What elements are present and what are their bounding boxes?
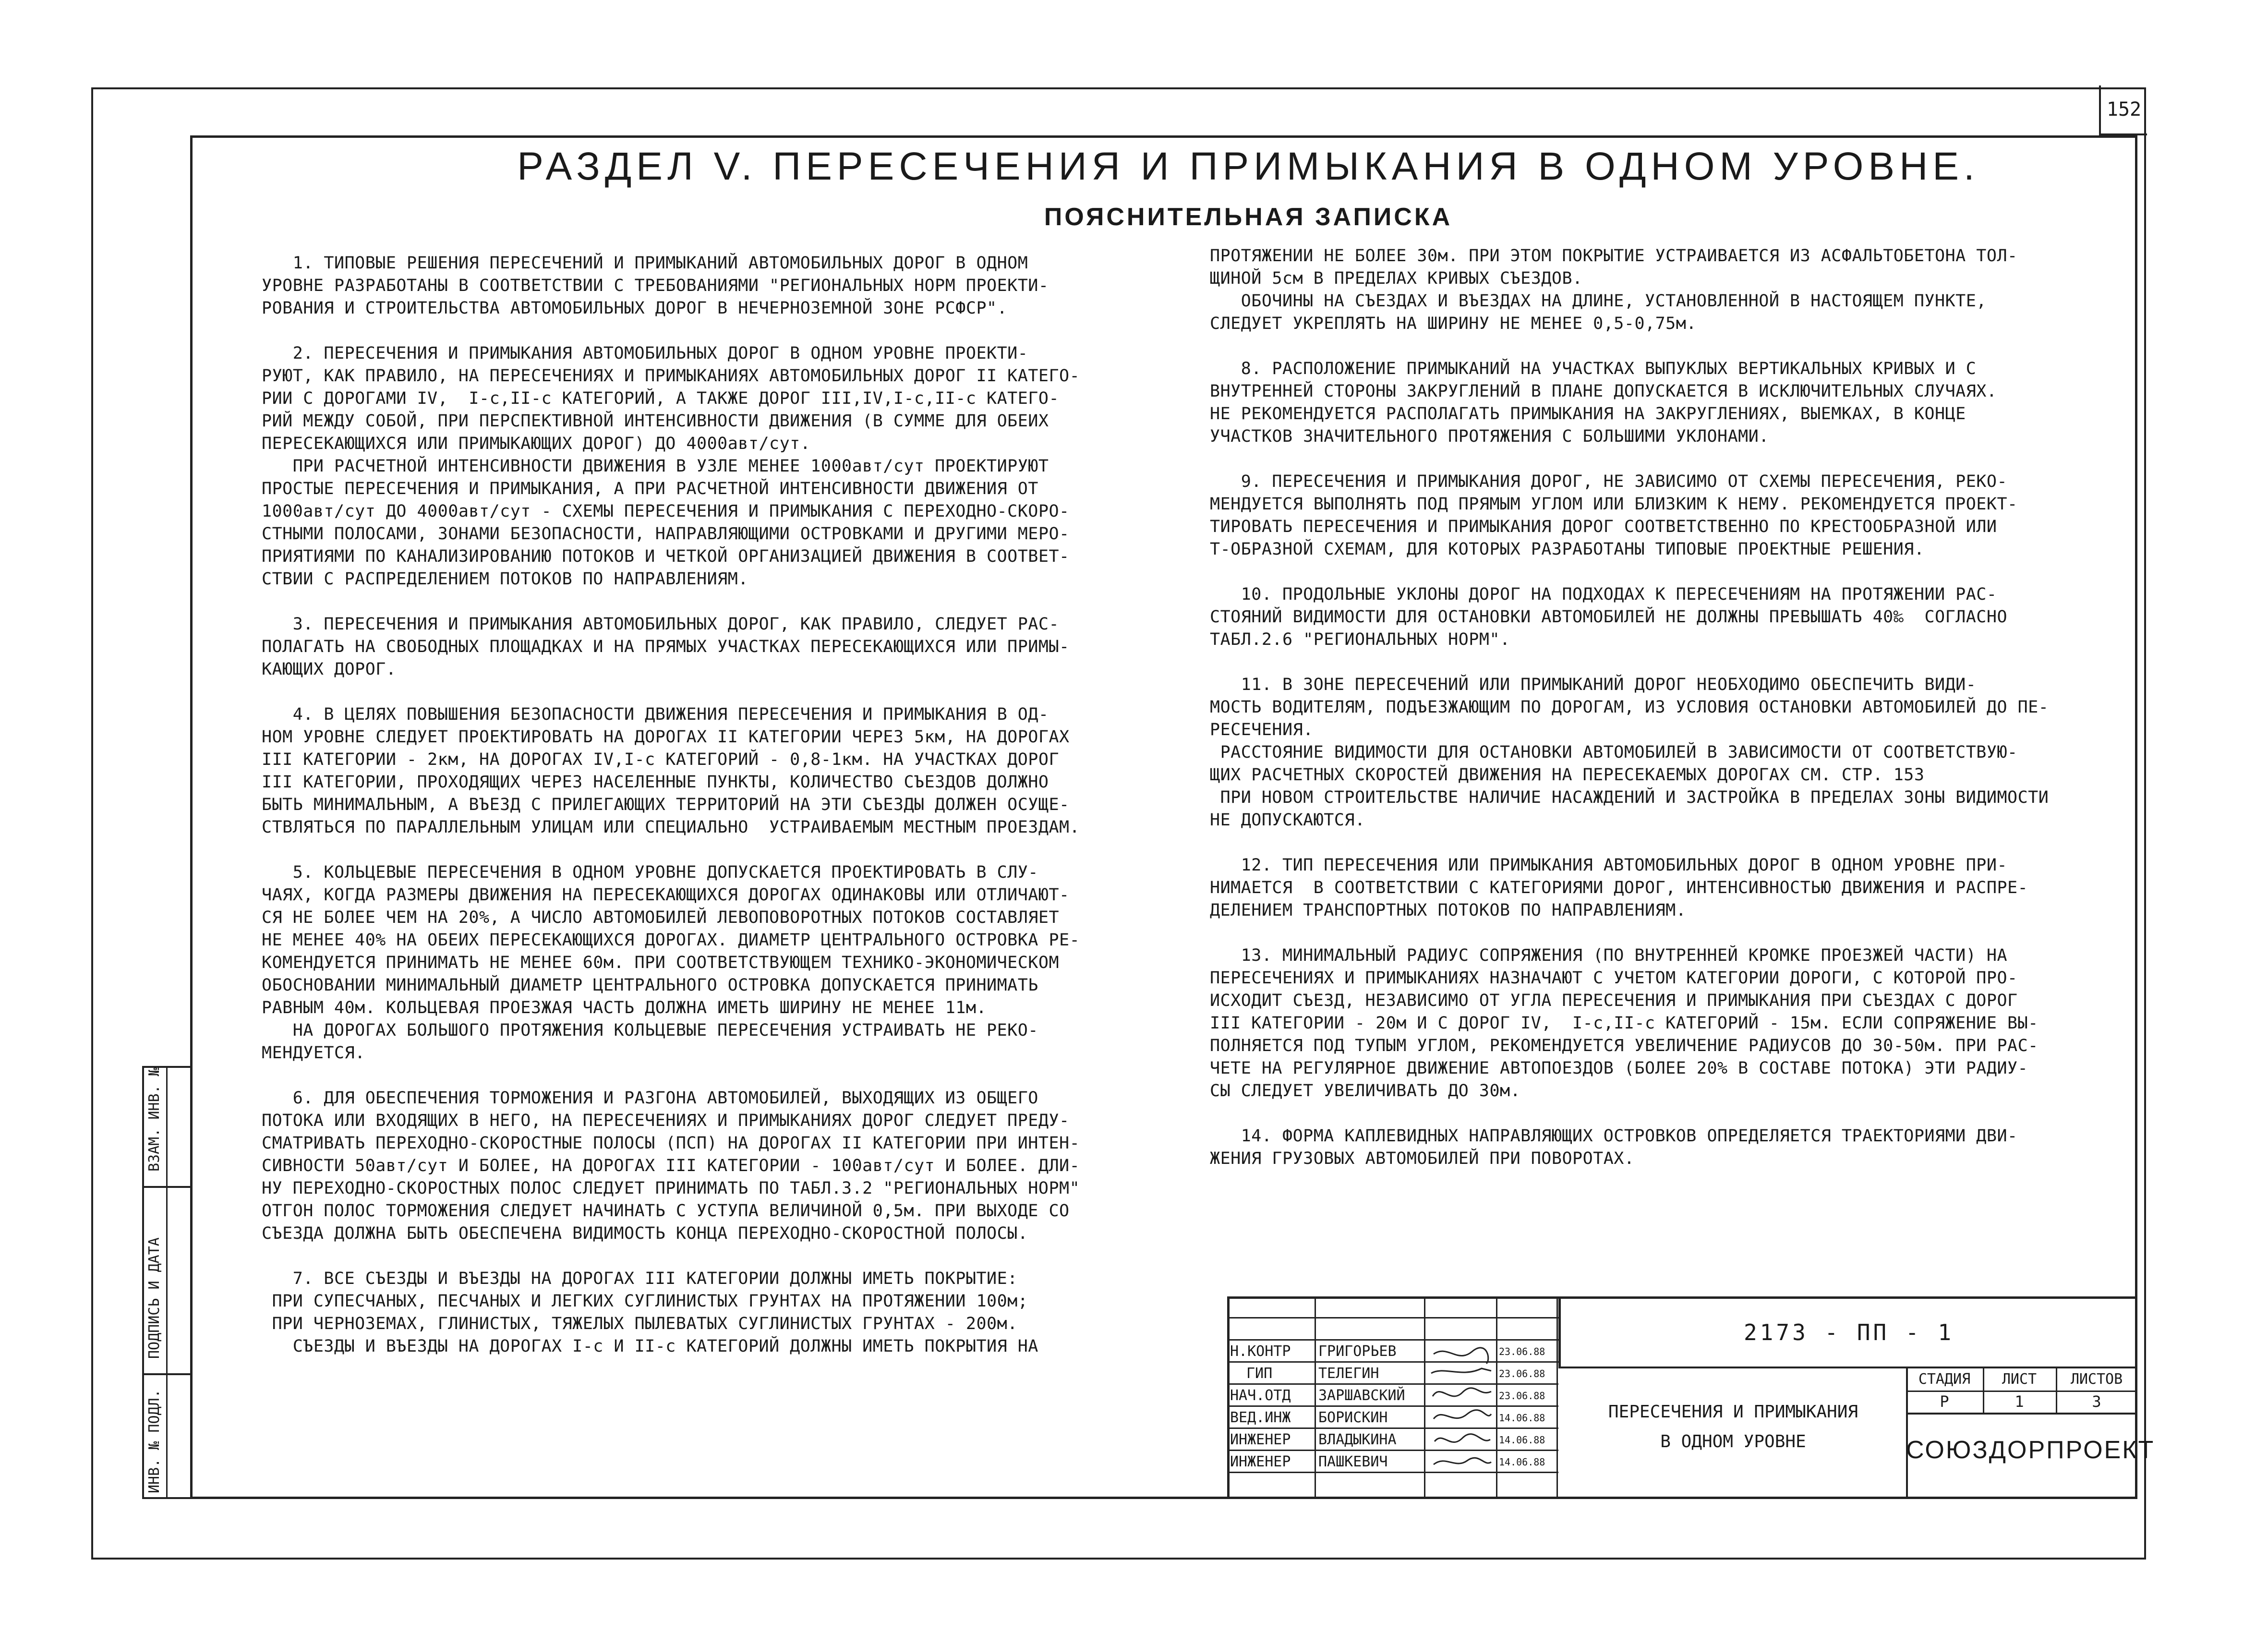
- paragraph: [262, 1087, 1155, 1245]
- paragraph: [1210, 674, 2108, 832]
- text-line: 1. ТИПОВЫЕ РЕШЕНИЯ ПЕРЕСЕЧЕНИЙ И ПРИМЫКАНИЙ АВТОМОБИЛЬНЫХ ДОРОГ В ОДНОМ: [262, 254, 1028, 273]
- text-line: 14. ФОРМА КАПЛЕВИДНЫХ НАПРАВЛЯЮЩИХ ОСТРОВКОВ ОПРЕДЕЛЯЕТСЯ ТРАЕКТОРИЯМИ ДВИ-: [1210, 1126, 2018, 1146]
- text-line: ЧЕТЕ НА РЕГУЛЯРНОЕ ДВИЖЕНИЕ АВТОПОЕЗДОВ (БОЛЕЕ 20% В СОСТАВЕ ПОТОКА) ЭТИ РАДИУ-: [1210, 1059, 2028, 1078]
- paragraph: [1210, 583, 2108, 651]
- text-line: ПРИ ЧЕРНОЗЕМАХ, ГЛИНИСТЫХ, ТЯЖЕЛЫХ ПЫЛЕВАТЫХ СУГЛИНИСТЫХ ГРУНТАХ - 200м.: [262, 1314, 1018, 1333]
- text-line: ЧАЯХ, КОГДА РАЗМЕРЫ ДВИЖЕНИЯ НА ПЕРЕСЕКАЮЩИХСЯ ДОРОГАХ ОДИНАКОВЫ ИЛИ ОТЛИЧАЮТ-: [262, 885, 1070, 905]
- text-line: Т-ОБРАЗНОЙ СХЕМАМ, ДЛЯ КОТОРЫХ РАЗРАБОТАНЫ ТИПОВЫЕ ПРОЕКТНЫЕ РЕШЕНИЯ.: [1210, 540, 1925, 559]
- text-line: ЩИХ РАСЧЕТНЫХ СКОРОСТЕЙ ДВИЖЕНИЯ НА ПЕРЕСЕКАЕМЫХ ДОРОГАХ СМ. СТР. 153: [1210, 765, 1925, 785]
- document-code: 2173 - ПП - 1: [1743, 1319, 1954, 1345]
- text-line: НОМ УРОВНЕ СЛЕДУЕТ ПРОЕКТИРОВАТЬ НА ДОРОГАХ II КАТЕГОРИИ ЧЕРЕЗ 5км, НА ДОРОГАХ: [262, 727, 1070, 747]
- signature-row-blank: [1227, 1296, 1558, 1318]
- text-line: ВНУТРЕННЕЙ СТОРОНЫ ЗАКРУГЛЕНИЙ В ПЛАНЕ ДОПУСКАЕТСЯ В ИСКЛЮЧИТЕЛЬНЫХ СЛУЧАЯХ.: [1210, 382, 1997, 401]
- text-line: МЕНДУЕТСЯ ВЫПОЛНЯТЬ ПОД ПРЯМЫМ УГЛОМ ИЛИ БЛИЗКИМ К НЕМУ. РЕКОМЕНДУЕТСЯ ПРОЕКТ-: [1210, 495, 2018, 514]
- role-cell: ГИП: [1246, 1365, 1273, 1382]
- section-title: РАЗДЕЛ V. ПЕРЕСЕЧЕНИЯ И ПРИМЫКАНИЯ В ОДНОМ УРОВНЕ.: [517, 145, 1979, 188]
- signature-scribbles: [1429, 1325, 1496, 1479]
- paragraph: [262, 613, 1155, 681]
- text-line: 1000авт/сут ДО 4000авт/сут - СХЕМЫ ПЕРЕСЕЧЕНИЯ И ПРИМЫКАНИЯ С ПЕРЕХОДНО-СКОРО-: [262, 502, 1070, 521]
- text-line: ЖЕНИЯ ГРУЗОВЫХ АВТОМОБИЛЕЙ ПРИ ПОВОРОТАХ.: [1210, 1149, 1635, 1168]
- text-line: ПОЛНЯЕТСЯ ПОД ТУПЫМ УГЛОМ, РЕКОМЕНДУЕТСЯ УВЕЛИЧЕНИЕ РАДИУСОВ ДО 30-50м. ПРИ РАС-: [1210, 1036, 2039, 1055]
- date-cell: 23.06.88: [1499, 1346, 1545, 1357]
- text-line: III КАТЕГОРИИ - 2км, НА ДОРОГАХ IV,I-с КАТЕГОРИЙ - 0,8-1км. НА УЧАСТКАХ ДОРОГ: [262, 750, 1060, 769]
- text-line: СТВЛЯТЬСЯ ПО ПАРАЛЛЕЛЬНЫМ УЛИЦАМ ИЛИ СПЕЦИАЛЬНО УСТРАИВАЕМЫМ МЕСТНЫМ ПРОЕЗДАМ.: [262, 818, 1080, 837]
- sheet-label: ЛИСТ: [2002, 1371, 2037, 1388]
- text-line: МОСТЬ ВОДИТЕЛЯМ, ПОДЪЕЗЖАЮЩИМ ПО ДОРОГАМ, ИЗ УСЛОВИЯ ОСТАНОВКИ АВТОМОБИЛЕЙ ДО ПЕ-: [1210, 698, 2049, 717]
- left-text-column: [262, 252, 1155, 1358]
- text-line: УРОВНЕ РАЗРАБОТАНЫ В СООТВЕТСТВИИ С ТРЕБОВАНИЯМИ "РЕГИОНАЛЬНЫХ НОРМ ПРОЕКТИ-: [262, 276, 1049, 295]
- text-line: СИВНОСТИ 50авт/сут И БОЛЕЕ, НА ДОРОГАХ III КАТЕГОРИИ - 100авт/сут И БОЛЕЕ. ДЛИ-: [262, 1156, 1080, 1175]
- text-line: 2. ПЕРЕСЕЧЕНИЯ И ПРИМЫКАНИЯ АВТОМОБИЛЬНЫХ ДОРОГ В ОДНОМ УРОВНЕ ПРОЕКТИ-: [262, 344, 1028, 363]
- date-cell: 23.06.88: [1499, 1368, 1545, 1379]
- paragraph: [1210, 1125, 2108, 1170]
- paragraph: [262, 1268, 1155, 1358]
- text-line: 13. МИНИМАЛЬНЫЙ РАДИУС СОПРЯЖЕНИЯ (ПО ВНУТРЕННЕЙ КРОМКЕ ПРОЕЗЖЕЙ ЧАСТИ) НА: [1210, 946, 2008, 965]
- name-cell: ТЕЛЕГИН: [1318, 1365, 1379, 1382]
- document-name-line: ПЕРЕСЕЧЕНИЯ И ПРИМЫКАНИЯ: [1608, 1402, 1858, 1422]
- text-line: ТАБЛ.2.6 "РЕГИОНАЛЬНЫХ НОРМ".: [1210, 630, 1510, 649]
- binding-label-inventory: ИНВ. № ПОДЛ.: [146, 1389, 163, 1493]
- text-line: 10. ПРОДОЛЬНЫЕ УКЛОНЫ ДОРОГ НА ПОДХОДАХ К ПЕРЕСЕЧЕНИЯМ НА ПРОТЯЖЕНИИ РАС-: [1210, 585, 1997, 604]
- text-line: 9. ПЕРЕСЕЧЕНИЯ И ПРИМЫКАНИЯ ДОРОГ, НЕ ЗАВИСИМО ОТ СХЕМЫ ПЕРЕСЕЧЕНИЯ, РЕКО-: [1210, 472, 2008, 491]
- name-cell: ГРИГОРЬЕВ: [1318, 1343, 1397, 1360]
- binding-label-replacement: ВЗАМ. ИНВ. №: [146, 1067, 163, 1172]
- sheets-value: 3: [2092, 1392, 2101, 1411]
- role-cell: НАЧ.ОТД: [1230, 1387, 1291, 1404]
- text-line: РЕСЕЧЕНИЯ.: [1210, 720, 1314, 739]
- stage-value: Р: [1940, 1392, 1949, 1411]
- text-line: МЕНДУЕТСЯ.: [262, 1043, 365, 1063]
- text-line: СЯ НЕ БОЛЕЕ ЧЕМ НА 20%, А ЧИСЛО АВТОМОБИЛЕЙ ЛЕВОПОВОРОТНЫХ ПОТОКОВ СОСТАВЛЯЕТ: [262, 908, 1060, 927]
- text-line: ТИРОВАТЬ ПЕРЕСЕЧЕНИЯ И ПРИМЫКАНИЯ ДОРОГ СООТВЕТСТВЕННО ПО КРЕСТООБРАЗНОЙ ИЛИ: [1210, 517, 1997, 536]
- paragraph: [1210, 471, 2108, 561]
- paragraph: [1210, 854, 2108, 922]
- text-line: 5. КОЛЬЦЕВЫЕ ПЕРЕСЕЧЕНИЯ В ОДНОМ УРОВНЕ ДОПУСКАЕТСЯ ПРОЕКТИРОВАТЬ В СЛУ-: [262, 863, 1038, 882]
- binding-column-line: [166, 1066, 168, 1499]
- signature-row-blank: [1227, 1318, 1558, 1341]
- name-cell: ЗАРШАВСКИЙ: [1318, 1387, 1405, 1404]
- paragraph: [1210, 358, 2108, 448]
- outer-border-top: [91, 87, 2146, 89]
- text-line: 12. ТИП ПЕРЕСЕЧЕНИЯ ИЛИ ПРИМЫКАНИЯ АВТОМОБИЛЬНЫХ ДОРОГ В ОДНОМ УРОВНЕ ПРИ-: [1210, 856, 2008, 875]
- text-line: НЕ РЕКОМЕНДУЕТСЯ РАСПОЛАГАТЬ ПРИМЫКАНИЯ НА ЗАКРУГЛЕНИЯХ, ВЫЕМКАХ, В КОНЦЕ: [1210, 404, 1966, 423]
- text-line: РАССТОЯНИЕ ВИДИМОСТИ ДЛЯ ОСТАНОВКИ АВТОМОБИЛЕЙ В ЗАВИСИМОСТИ ОТ СООТВЕТСТВУЮ-: [1210, 743, 2018, 762]
- text-line: 8. РАСПОЛОЖЕНИЕ ПРИМЫКАНИЙ НА УЧАСТКАХ ВЫПУКЛЫХ ВЕРТИКАЛЬНЫХ КРИВЫХ И С: [1210, 359, 1977, 378]
- text-line: ПЕРЕСЕКАЮЩИХСЯ ИЛИ ПРИМЫКАЮЩИХ ДОРОГ) ДО 4000авт/сут.: [262, 434, 811, 453]
- text-line: СМАТРИВАТЬ ПЕРЕХОДНО-СКОРОСТНЫЕ ПОЛОСЫ (ПСП) НА ДОРОГАХ II КАТЕГОРИИ ПРИ ИНТЕН-: [262, 1134, 1080, 1153]
- role-cell: ВЕД.ИНЖ: [1230, 1409, 1291, 1426]
- text-line: ОБОЧИНЫ НА СЪЕЗДАХ И ВЪЕЗДАХ НА ДЛИНЕ, УСТАНОВЛЕННОЙ В НАСТОЯЩЕМ ПУНКТЕ,: [1210, 291, 1987, 311]
- paragraph: [262, 252, 1155, 320]
- name-cell: БОРИСКИН: [1318, 1409, 1388, 1426]
- text-line: РИЙ МЕЖДУ СОБОЙ, ПРИ ПЕРСПЕКТИВНОЙ ИНТЕНСИВНОСТИ ДВИЖЕНИЯ (В СУММЕ ДЛЯ ОБЕИХ: [262, 411, 1049, 431]
- binding-label-signature: ПОДПИСЬ И ДАТА: [146, 1237, 163, 1359]
- paragraph: [262, 342, 1155, 591]
- page-number: 152: [2099, 85, 2147, 135]
- text-line: СТОЯНИЙ ВИДИМОСТИ ДЛЯ ОСТАНОВКИ АВТОМОБИЛЕЙ НЕ ДОЛЖНЫ ПРЕВЫШАТЬ 40‰ СОГЛАСНО: [1210, 607, 2008, 627]
- text-line: 4. В ЦЕЛЯХ ПОВЫШЕНИЯ БЕЗОПАСНОСТИ ДВИЖЕНИЯ ПЕРЕСЕЧЕНИЯ И ПРИМЫКАНИЯ В ОД-: [262, 705, 1049, 724]
- text-line: III КАТЕГОРИИ, ПРОХОДЯЩИХ ЧЕРЕЗ НАСЕЛЕННЫЕ ПУНКТЫ, КОЛИЧЕСТВО СЪЕЗДОВ ДОЛЖНО: [262, 773, 1049, 792]
- text-line: 7. ВСЕ СЪЕЗДЫ И ВЪЕЗДЫ НА ДОРОГАХ III КАТЕГОРИИ ДОЛЖНЫ ИМЕТЬ ПОКРЫТИЕ:: [262, 1269, 1018, 1288]
- text-line: ОБОСНОВАНИИ МИНИМАЛЬНЫЙ ДИАМЕТР ЦЕНТРАЛЬНОГО ОСТРОВКА ДОПУСКАЕТСЯ ПРИНИМАТЬ: [262, 976, 1038, 995]
- text-line: НИМАЕТСЯ В СООТВЕТСТВИИ С КАТЕГОРИЯМИ ДОРОГ, ИНТЕНСИВНОСТЬЮ ДВИЖЕНИЯ И РАСПРЕ-: [1210, 878, 2028, 897]
- paragraph: [262, 861, 1155, 1064]
- right-text-column: [1210, 245, 2108, 1170]
- text-line: ПРИ СУПЕСЧАНЫХ, ПЕСЧАНЫХ И ЛЕГКИХ СУГЛИНИСТЫХ ГРУНТАХ НА ПРОТЯЖЕНИИ 100м;: [262, 1292, 1028, 1311]
- text-line: 6. ДЛЯ ОБЕСПЕЧЕНИЯ ТОРМОЖЕНИЯ И РАЗГОНА АВТОМОБИЛЕЙ, ВЫХОДЯЩИХ ИЗ ОБЩЕГО: [262, 1089, 1038, 1108]
- text-line: СТВИИ С РАСПРЕДЕЛЕНИЕМ ПОТОКОВ ПО НАПРАВЛЕНИЯМ.: [262, 569, 748, 589]
- date-cell: 23.06.88: [1499, 1390, 1545, 1402]
- date-cell: 14.06.88: [1499, 1434, 1545, 1446]
- text-line: ПРИ НОВОМ СТРОИТЕЛЬСТВЕ НАЛИЧИЕ НАСАЖДЕНИЙ И ЗАСТРОЙКА В ПРЕДЕЛАХ ЗОНЫ ВИДИМОСТИ: [1210, 788, 2049, 807]
- text-line: ОТГОН ПОЛОС ТОРМОЖЕНИЯ СЛЕДУЕТ НАЧИНАТЬ С УСТУПА ВЕЛИЧИНОЙ 0,5м. ПРИ ВЫХОДЕ СО: [262, 1201, 1070, 1221]
- signature-table: [1227, 1296, 1558, 1499]
- text-line: НЕ ДОПУСКАЮТСЯ.: [1210, 810, 1365, 830]
- text-line: ПОЛАГАТЬ НА СВОБОДНЫХ ПЛОЩАДКАХ И НА ПРЯМЫХ УЧАСТКАХ ПЕРЕСЕКАЮЩИХСЯ ИЛИ ПРИМЫ-: [262, 637, 1070, 656]
- text-line: РАВНЫМ 40м. КОЛЬЦЕВАЯ ПРОЕЗЖАЯ ЧАСТЬ ДОЛЖНА ИМЕТЬ ШИРИНУ НЕ МЕНЕЕ 11м.: [262, 998, 987, 1017]
- text-line: ИСХОДИТ СЪЕЗД, НЕЗАВИСИМО ОТ УГЛА ПЕРЕСЕЧЕНИЯ И ПРИМЫКАНИЯ ПРИ СЪЕЗДАХ С ДОРОГ: [1210, 991, 2018, 1010]
- text-line: ДЕЛЕНИЕМ ТРАНСПОРТНЫХ ПОТОКОВ ПО НАПРАВЛЕНИЯМ.: [1210, 901, 1687, 920]
- sheet-value: 1: [2015, 1392, 2024, 1411]
- date-cell: 14.06.88: [1499, 1412, 1545, 1424]
- text-line: НА ДОРОГАХ БОЛЬШОГО ПРОТЯЖЕНИЯ КОЛЬЦЕВЫЕ ПЕРЕСЕЧЕНИЯ УСТРАИВАТЬ НЕ РЕКО-: [262, 1021, 1038, 1040]
- document-name-line: В ОДНОМ УРОВНЕ: [1660, 1432, 1806, 1451]
- text-line: СЫ СЛЕДУЕТ УВЕЛИЧИВАТЬ ДО 30м.: [1210, 1081, 1521, 1101]
- role-cell: Н.КОНТР: [1230, 1343, 1291, 1360]
- text-line: БЫТЬ МИНИМАЛЬНЫМ, А ВЪЕЗД С ПРИЛЕГАЮЩИХ ТЕРРИТОРИЙ НА ЭТИ СЪЕЗДЫ ДОЛЖЕН ОСУЩЕ-: [262, 795, 1070, 814]
- document-name: [1560, 1373, 1906, 1498]
- outer-border-left: [91, 87, 93, 1558]
- text-line: РОВАНИЯ И СТРОИТЕЛЬСТВА АВТОМОБИЛЬНЫХ ДОРОГ В НЕЧЕРНОЗЕМНОЙ ЗОНЕ РСФСР".: [262, 299, 1008, 318]
- signature-col-line: [1315, 1296, 1316, 1499]
- text-line: ПРОТЯЖЕНИИ НЕ БОЛЕЕ 30м. ПРИ ЭТОМ ПОКРЫТИЕ УСТРАИВАЕТСЯ ИЗ АСФАЛЬТОБЕТОНА ТОЛ-: [1210, 246, 2018, 266]
- signature-col-line: [1424, 1296, 1425, 1499]
- text-line: ПОТОКА ИЛИ ВХОДЯЩИХ В НЕГО, НА ПЕРЕСЕЧЕНИЯХ И ПРИМЫКАНИЯХ ДОРОГ СЛЕДУЕТ ПРЕДУ-: [262, 1111, 1070, 1130]
- text-line: РИИ С ДОРОГАМИ IV, I-с,II-с КАТЕГОРИЙ, А ТАКЖЕ ДОРОГ III,IV,I-с,II-с КАТЕГО-: [262, 389, 1060, 408]
- paragraph: [1210, 245, 2108, 335]
- text-line: ЩИНОЙ 5см В ПРЕДЕЛАХ КРИВЫХ СЪЕЗДОВ.: [1210, 269, 1583, 288]
- text-line: III КАТЕГОРИИ - 20м И С ДОРОГ IV, I-с,II-с КАТЕГОРИЙ - 15м. ЕСЛИ СОПРЯЖЕНИЕ ВЫ-: [1210, 1014, 2039, 1033]
- text-line: КОМЕНДУЕТСЯ ПРИНИМАТЬ НЕ МЕНЕЕ 60м. ПРИ СООТВЕТСТВУЮЩЕМ ТЕХНИКО-ЭКОНОМИЧЕСКОМ: [262, 953, 1060, 972]
- text-line: 11. В ЗОНЕ ПЕРЕСЕЧЕНИЙ ИЛИ ПРИМЫКАНИЙ ДОРОГ НЕОБХОДИМО ОБЕСПЕЧИТЬ ВИДИ-: [1210, 675, 1977, 694]
- name-cell: ПАШКЕВИЧ: [1318, 1453, 1388, 1470]
- outer-border-right: [2144, 87, 2146, 1558]
- text-line: НУ ПЕРЕХОДНО-СКОРОСТНЫХ ПОЛОС СЛЕДУЕТ ПРИНИМАТЬ ПО ТАБЛ.3.2 "РЕГИОНАЛЬНЫХ НОРМ": [262, 1179, 1080, 1198]
- text-line: ПЕРЕСЕЧЕНИЯХ И ПРИМЫКАНИЯХ НАЗНАЧАЮТ С УЧЕТОМ КАТЕГОРИИ ДОРОГИ, С КОТОРОЙ ПРО-: [1210, 968, 2018, 988]
- text-line: СЪЕЗДЫ И ВЪЕЗДЫ НА ДОРОГАХ I-с И II-с КАТЕГОРИЙ ДОЛЖНЫ ИМЕТЬ ПОКРЫТИЯ НА: [262, 1337, 1038, 1356]
- text-line: СЪЕЗДА ДОЛЖНА БЫТЬ ОБЕСПЕЧЕНА ВИДИМОСТЬ КОНЦА ПЕРЕХОДНО-СКОРОСТНОЙ ПОЛОСЫ.: [262, 1224, 1028, 1243]
- text-line: РУЮТ, КАК ПРАВИЛО, НА ПЕРЕСЕЧЕНИЯХ И ПРИМЫКАНИЯХ АВТОМОБИЛЬНЫХ ДОРОГ II КАТЕГО-: [262, 366, 1080, 386]
- text-line: ПРИ РАСЧЕТНОЙ ИНТЕНСИВНОСТИ ДВИЖЕНИЯ В УЗЛЕ МЕНЕЕ 1000авт/сут ПРОЕКТИРУЮТ: [262, 457, 1049, 476]
- text-line: СЛЕДУЕТ УКРЕПЛЯТЬ НА ШИРИНУ НЕ МЕНЕЕ 0,5-0,75м.: [1210, 314, 1697, 333]
- role-cell: ИНЖЕНЕР: [1230, 1453, 1291, 1470]
- text-line: УЧАСТКОВ ЗНАЧИТЕЛЬНОГО ПРОТЯЖЕНИЯ С БОЛЬШИМИ УКЛОНАМИ.: [1210, 427, 1769, 446]
- text-line: КАЮЩИХ ДОРОГ.: [262, 660, 397, 679]
- stage-label: СТАДИЯ: [1918, 1371, 1971, 1388]
- paragraph: [262, 703, 1155, 839]
- signature-col-line: [1556, 1296, 1558, 1499]
- organization-name: СОЮЗДОРПРОЕКТ: [1906, 1436, 2155, 1464]
- outer-border-bottom: [91, 1558, 2146, 1560]
- text-line: ПРИЯТИЯМИ ПО КАНАЛИЗИРОВАНИЮ ПОТОКОВ И ЧЕТКОЙ ОРГАНИЗАЦИЕЙ ДВИЖЕНИЯ В СООТВЕТ-: [262, 547, 1070, 566]
- section-subtitle: ПОЯСНИТЕЛЬНАЯ ЗАПИСКА: [1044, 203, 1453, 231]
- paragraph: [1210, 944, 2108, 1102]
- name-cell: ВЛАДЫКИНА: [1318, 1431, 1397, 1448]
- date-cell: 14.06.88: [1499, 1456, 1545, 1468]
- sheets-label: ЛИСТОВ: [2070, 1371, 2123, 1388]
- text-line: СТНЫМИ ПОЛОСАМИ, ЗОНАМИ БЕЗОПАСНОСТИ, НАПРАВЛЯЮЩИМИ ОСТРОВКАМИ И ДРУГИМИ МЕРО-: [262, 524, 1070, 544]
- signature-col-line: [1496, 1296, 1497, 1499]
- text-line: НЕ МЕНЕЕ 40% НА ОБЕИХ ПЕРЕСЕКАЮЩИХСЯ ДОРОГАХ. ДИАМЕТР ЦЕНТРАЛЬНОГО ОСТРОВКА РЕ-: [262, 931, 1080, 950]
- role-cell: ИНЖЕНЕР: [1230, 1431, 1291, 1448]
- text-line: ПРОСТЫЕ ПЕРЕСЕЧЕНИЯ И ПРИМЫКАНИЯ, А ПРИ РАСЧЕТНОЙ ИНТЕНСИВНОСТИ ДВИЖЕНИЯ ОТ: [262, 479, 1038, 498]
- text-line: 3. ПЕРЕСЕЧЕНИЯ И ПРИМЫКАНИЯ АВТОМОБИЛЬНЫХ ДОРОГ, КАК ПРАВИЛО, СЛЕДУЕТ РАС-: [262, 615, 1060, 634]
